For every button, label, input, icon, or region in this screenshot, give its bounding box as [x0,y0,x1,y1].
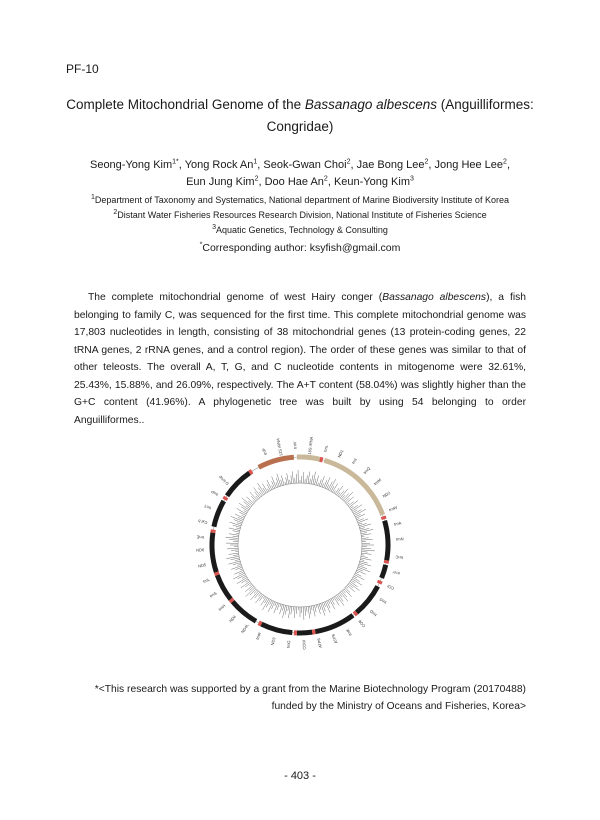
gc-tick [343,590,346,593]
gc-tick [255,492,260,498]
gene-label: ND1 [336,448,345,459]
author: Keun-Yong Kim$^3$ [333,175,414,188]
gene-label: trnT [203,503,212,511]
gc-tick [231,566,241,570]
trna-arc [354,612,356,614]
gc-tick [272,481,275,488]
gene-labels [196,436,404,650]
gc-tick [249,584,251,586]
gc-tick [233,555,239,556]
gc-tick [355,573,361,576]
author-list: Seong-Yong Kim$^{1*}$, Yong Rock An$^1$, Seok-Gwan Choi$^2$, Jae Bong Lee$^2$, Jong Hee Lee$^2$, Eun Jung Kim$^2$, Doo Hae An$^2$, Keun-Yong Kim$^3$ [89,158,510,188]
gc-tick [318,604,321,614]
corresponding-author: *Corresponding author: ksyfish@gmail.com [199,241,401,254]
gc-tick [288,606,290,618]
gc-tick [230,522,241,526]
gc-tick [318,483,319,486]
gc-tick [303,472,304,483]
gc-tick [358,566,366,569]
gc-tick [327,485,329,490]
author: Yong Rock An$^1$ [184,158,258,171]
gc-tick [236,533,239,534]
gc-tick [275,602,277,606]
trna-arc [231,599,233,601]
gc-tick [253,487,261,496]
gc-tick [354,576,357,578]
gene-label: trnR [254,631,263,641]
gc-tick [240,569,243,570]
gc-tick [362,538,369,539]
paper-code: PF-10 [66,62,99,76]
gc-tick [286,478,287,485]
gene-label: COIII [301,640,307,650]
gene-label: trnF [260,447,268,456]
gene-label: Cyt b [197,518,208,526]
gc-tick [249,586,253,590]
gc-tick [348,584,353,588]
gc-tick [348,502,353,506]
gc-tick [277,474,281,486]
gc-tick [234,520,242,523]
gene-label: trnY [391,569,401,577]
gc-tick [272,477,277,488]
gc-tick [282,605,285,618]
gc-tick [233,531,240,532]
gene-arcs [212,457,388,633]
gene-label: trnM [372,477,383,487]
gc-tick [358,523,362,524]
gene-label: trnQ [362,465,372,475]
gc-tick [316,605,317,608]
gc-tick [354,510,362,515]
gc-tick [311,475,313,484]
gc-tick [357,519,360,520]
gene-label: ND2 [381,490,392,499]
gc-tick [282,605,284,611]
gc-content-ring [225,470,374,620]
gc-tick [328,482,332,490]
gene-label: trnG [285,640,292,649]
trna-arc [259,623,262,624]
gene-arc-protein [212,533,216,572]
gc-tick [281,480,283,486]
gene-label: trnV [292,441,298,449]
gc-tick [292,471,293,483]
trna-arc [250,471,253,473]
gene-arc-protein [385,521,388,561]
gc-tick [361,556,368,557]
gc-tick [360,528,369,530]
gene-label: 12S rRNA [275,437,284,457]
gc-tick [239,512,245,515]
author: Jae Bong Lee$^2$ [356,158,429,171]
author: Seok-Gwan Choi$^2$ [263,158,351,171]
gene-label: ND3 [269,636,277,646]
gc-tick [328,600,330,604]
gc-tick [356,514,365,518]
gc-tick [272,602,275,609]
gc-tick [314,479,315,485]
gc-tick [241,579,248,583]
gc-tick [347,503,349,505]
gene-arc-protein [214,501,224,527]
gc-tick [305,607,306,616]
gc-tick [340,592,348,601]
gc-tick [349,583,359,591]
affiliation: $^3$Aquatic Genetics, Technology & Consulting [212,224,388,235]
gc-tick [335,596,338,601]
gc-tick [303,607,304,620]
gene-label: trnS [208,590,218,599]
gc-tick [340,489,348,498]
gc-tick [225,537,238,538]
gc-tick [236,528,240,529]
gc-tick [339,491,344,497]
trna-arc [320,459,323,460]
gc-tick [239,503,249,510]
gene-arc-control [259,457,294,467]
gc-tick [235,514,244,518]
gc-tick [287,473,289,484]
gc-tick [285,606,287,615]
gene-label: ATP6 [316,637,323,649]
gc-tick [361,553,371,554]
gc-tick [359,563,371,566]
author: Jong Hee Lee$^2$ [434,158,507,171]
gc-tick [332,598,334,601]
gc-tick [335,488,339,494]
paper-title: Complete Mitochondrial Genome of the Bassanago albescens (Anguilliformes: Congridae) [66,97,534,134]
gc-tick [274,603,278,613]
gene-label: ATP8 [330,633,339,645]
affiliation: $^2$Distant Water Fisheries Resources Research Division, National Institute of Fisheries Science [113,209,487,220]
trna-arc [386,560,387,563]
author: Eun Jung Kim$^2$ [186,175,259,188]
gene-label: trnK [344,627,353,637]
gc-tick [276,482,278,487]
gene-label: trnP [210,489,219,498]
gc-tick [270,600,272,604]
gc-tick [263,596,265,598]
gc-tick [288,606,289,611]
gc-tick [324,602,326,607]
gc-tick [266,599,270,607]
gc-tick [251,496,256,501]
gc-tick [308,606,310,618]
inner-ring [238,483,362,607]
gc-tick [357,570,366,574]
gc-tick [237,523,242,525]
gc-tick [338,493,340,496]
trna-arc [379,581,380,584]
gc-tick [258,593,261,596]
gc-tick [311,606,312,610]
gc-tick [360,559,364,560]
page-number: - 403 - [284,770,316,782]
gc-tick [263,599,270,610]
gc-tick [341,591,346,597]
gene-label: ND4 [227,614,238,624]
gc-tick [231,558,240,560]
gene-label: trnA [393,520,402,527]
gc-tick [362,539,373,540]
gene-arc-protein [261,624,292,633]
gene-label: ND4L [239,622,250,635]
gc-tick [322,483,323,487]
gc-tick [306,607,307,612]
gene-arc-protein [217,575,230,599]
gc-tick [336,595,344,606]
gc-tick [241,507,248,511]
gc-tick [319,479,321,486]
gc-tick [246,588,255,597]
gc-tick [290,480,291,484]
gc-tick [334,490,336,493]
gene-label: trnC [395,554,404,561]
gc-tick [344,589,352,597]
gc-tick [250,591,258,600]
gc-tick [321,476,325,486]
gc-tick [294,607,295,618]
gc-tick [231,550,238,551]
gc-tick [308,472,310,484]
gene-arc-protein [382,565,386,578]
gc-tick [327,601,330,608]
gc-tick [353,577,360,581]
gene-label: trnW [388,504,398,513]
mitogenome-map [180,425,420,665]
gc-tick [345,588,350,593]
trna-arc [225,497,227,500]
gc-tick [248,501,253,505]
gene-label: trnL [322,444,330,453]
gene-label: trnI [350,457,358,465]
gc-tick [229,561,241,564]
gc-tick [306,475,307,483]
gc-tick [229,553,239,554]
gene-label: trnL [202,576,211,584]
gc-tick [362,550,375,551]
gc-tick [362,551,368,552]
gc-tick [280,604,283,614]
gc-tick [229,539,238,540]
gc-tick [268,489,270,492]
gc-tick [351,505,358,510]
gc-tick [324,480,327,487]
gc-tick [356,572,359,573]
gc-tick [285,482,286,485]
gc-tick [350,506,353,508]
gc-tick [259,595,263,601]
gc-tick [345,498,349,502]
gc-tick [310,606,311,614]
gc-tick [234,570,243,574]
gc-tick [253,500,255,502]
gc-tick [242,498,252,506]
gc-tick [272,485,274,489]
gc-tick [360,528,365,529]
gc-tick [244,511,247,513]
gc-tick [227,548,238,549]
gc-tick [267,484,270,490]
gene-arc-rrna [297,457,321,460]
acknowledgement: *<This research was supported by a grant from the Marine Biotechnology Program (20170488) funded by the Ministry of Oceans and Fisheries, Korea> [94,684,526,712]
gene-label: COI [386,583,395,592]
author: Seong-Yong Kim$^{1*}$ [89,158,179,171]
gc-tick [280,604,281,607]
abstract-species: Bassanago albescens [382,292,487,303]
gc-tick [358,519,368,523]
abstract: The complete mitochondrial genome of west Hairy conger (Bassanago albescens), a fish belonging to family C, was sequenced for the first time. This complete mitochondrial genome was 17,803 nucleotides in length, consisting of 38 mitochondrial genes (13 protein-coding genes, 22 tRNA genes, 2 rRNA genes, and a control region). The order of these genes was similar to that of other teleosts. The overall A, T, G, and C nucleotide contents in mitogenome were 32.61%, 25.43%, 15.88%, and 26.09%, respectively. The A+T content (58.04%) was slightly higher than the G+C content (41.96%). A phylogenetic tree was built by using 54 belonging to order Anguilliformes.. [74,292,526,426]
gc-tick [319,604,321,610]
gc-tick [229,534,239,536]
gc-tick [321,603,325,615]
gene-label: 16S rRNA [306,436,314,455]
gene-arc-protein [297,632,312,633]
gene-arc-protein [357,586,378,612]
gc-tick [360,561,368,563]
gc-tick [237,564,241,565]
gc-tick [331,599,335,605]
gc-tick [346,586,348,588]
gc-tick [361,534,371,536]
gene-label: trnN [395,536,404,542]
title-species: Bassanago albescens [304,97,437,112]
gc-tick [291,606,292,614]
gc-tick [245,583,251,587]
gc-tick [242,515,245,516]
trna-arc [216,572,217,575]
gc-tick [322,603,325,611]
gc-tick [233,536,239,537]
gene-label: D-loop [217,474,230,487]
gc-tick [359,564,364,566]
gene-label: trnH [217,603,227,612]
trna-arc [383,516,384,519]
gc-tick [291,476,292,484]
gc-tick [361,533,367,534]
gene-label: trnS [378,596,388,606]
gc-tick [235,559,240,560]
gc-tick [246,580,249,582]
gene-label: ND6 [195,547,205,553]
gc-tick [344,492,353,501]
gene-label: trnE [196,534,205,541]
author: Doo Hae An$^2$ [264,175,328,188]
gc-tick [238,575,246,579]
gc-tick [258,483,265,494]
gene-arc-protein [227,473,249,496]
gc-tick [314,605,316,612]
gene-label: COII [357,618,367,629]
gc-tick [256,496,259,499]
gc-tick [310,479,311,484]
affiliations [30,193,570,238]
gc-tick [255,592,260,598]
gene-label: trnD [368,608,378,618]
gene-label: ND5 [197,562,207,569]
affiliation: $^1$Department of Taxonomy and Systematics, National department of Marine Biodiversity Institute of Korea [91,194,509,205]
gc-tick [250,492,258,500]
gc-tick [359,524,371,527]
